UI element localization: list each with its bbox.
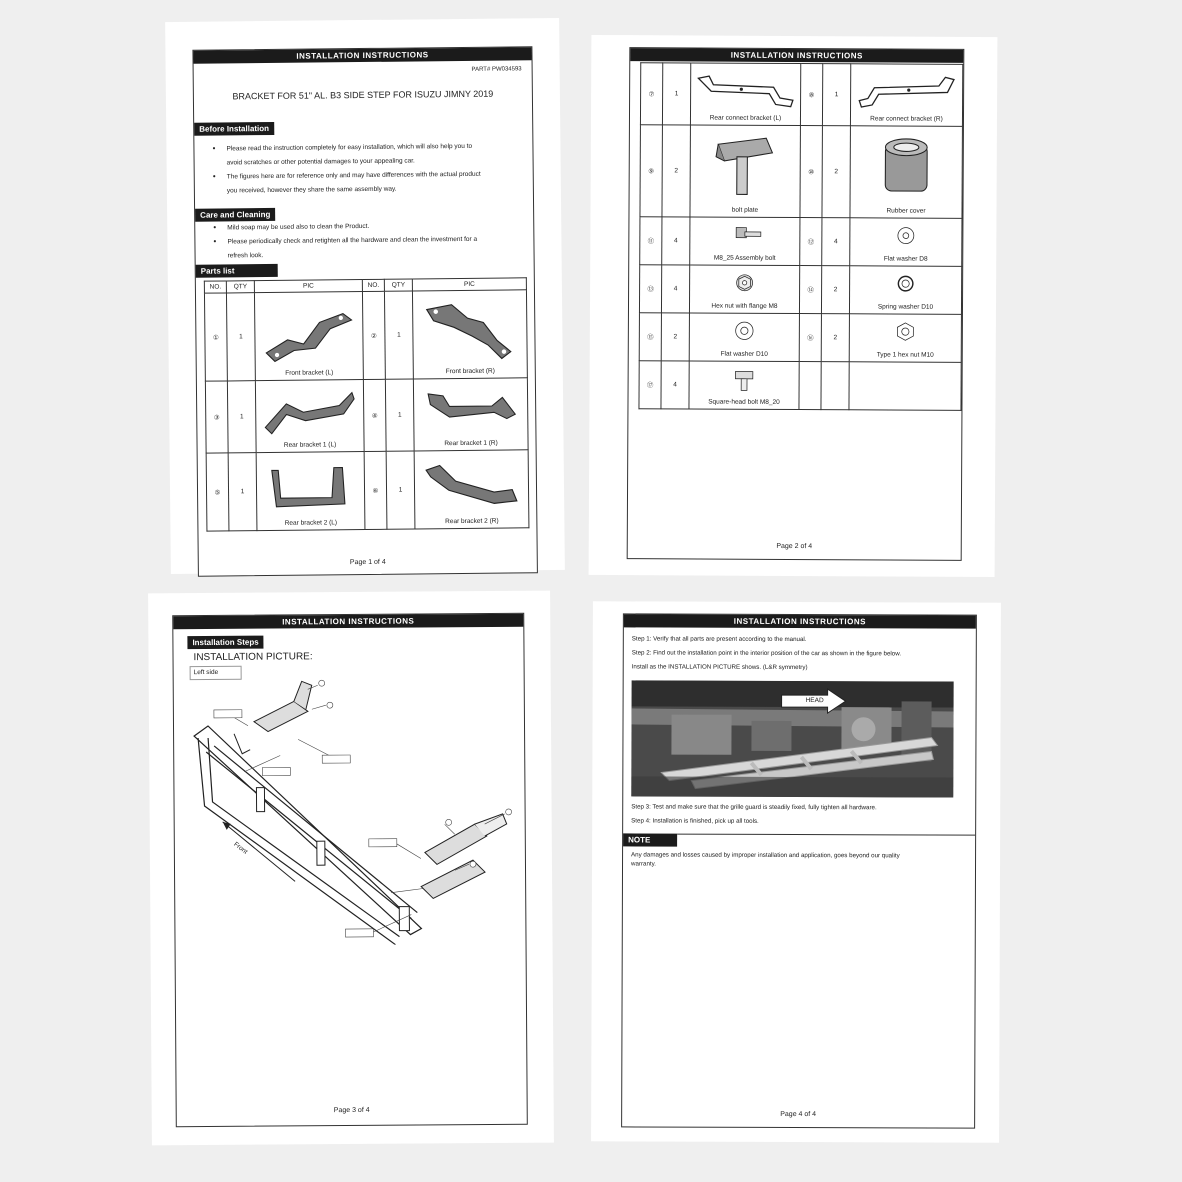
part-picture-cell: [689, 361, 799, 410]
part-name: Rubber cover: [886, 207, 926, 215]
front-bracket-r-icon: [413, 294, 527, 364]
part-qty-cell: 2: [822, 126, 850, 218]
installation-picture-title: INSTALLATION PICTURE:: [193, 651, 313, 664]
page-1-frame: [192, 46, 537, 577]
table-row: [639, 361, 961, 411]
part-number-cell: ⑪: [640, 217, 662, 265]
col-header-no: NO.: [204, 281, 226, 293]
care-cleaning-heading: Care and Cleaning: [195, 208, 275, 222]
part-number-cell: ⑩: [800, 126, 822, 218]
part-picture-cell: [689, 265, 799, 314]
care-item-2: ● Please periodically check and retighten all the hardware and clean the investment for a: [227, 233, 477, 249]
step-2: Step 2: Find out the installation point in the interior position of the car as shown in the figure below.: [631, 649, 902, 658]
col-header-pic: PIC: [254, 280, 362, 293]
part-picture-cell: [413, 378, 528, 451]
col-header-qty: QTY: [226, 281, 254, 293]
step-2-continued: Install as the INSTALLATION PICTURE shows. (L&R symmetry): [631, 663, 808, 672]
page-2-footer: Page 2 of 4: [776, 542, 813, 551]
part-number-cell: ⑭: [799, 266, 821, 314]
part-qty-cell: 1: [227, 381, 256, 453]
part-number-cell: ⑬: [639, 265, 661, 313]
part-picture-cell: [690, 63, 800, 126]
page-3-sheet: [148, 591, 554, 1146]
page-1-header: INSTALLATION INSTRUCTIONS: [193, 47, 531, 64]
table-row: [205, 378, 528, 453]
care-item-2-cont: refresh look.: [227, 252, 264, 260]
rubber-cover-icon: [851, 130, 962, 204]
part-name: Front bracket (L): [285, 369, 334, 377]
rear-bracket-1-r-icon: [414, 382, 528, 436]
square-head-bolt-icon: [690, 365, 799, 395]
hex-nut-flange-icon: [690, 269, 799, 299]
part-qty-cell: 2: [661, 313, 689, 361]
part-number-cell: ⑥: [364, 451, 387, 529]
part-name: Rear connect bracket (L): [709, 114, 782, 122]
part-name: Rear bracket 2 (R): [445, 517, 499, 526]
page-3-footer: Page 3 of 4: [333, 1106, 370, 1115]
part-qty-cell: 2: [821, 314, 849, 362]
note-heading: NOTE: [623, 833, 677, 846]
front-direction-label: Front: [232, 840, 249, 856]
part-qty-cell: 1: [386, 451, 415, 529]
part-name: bolt plate: [731, 206, 759, 214]
part-qty-cell: 1: [228, 453, 257, 531]
part-qty-cell: 2: [821, 266, 849, 314]
part-picture-cell: [690, 217, 800, 266]
note-divider: [677, 834, 975, 836]
flat-washer-d10-icon: [690, 317, 799, 347]
part-name: Flat washer D8: [883, 255, 928, 263]
part-number-cell: ⑰: [639, 361, 661, 409]
part-number-cell: ⑧: [800, 64, 822, 126]
part-picture-cell: [850, 64, 962, 127]
installation-steps-heading: Installation Steps: [187, 636, 263, 650]
empty-cell: [849, 362, 961, 411]
step-3: Step 3: Test and make sure that the grille guard is steadily fixed, fully tighten all hardware.: [631, 803, 877, 812]
vehicle-underside-image: [631, 680, 953, 797]
part-qty-cell: 1: [226, 293, 255, 381]
note-text-line-2: warranty.: [631, 860, 657, 868]
table-row: [639, 313, 961, 363]
page-3-header: INSTALLATION INSTRUCTIONS: [173, 614, 523, 629]
part-name: Rear connect bracket (R): [870, 115, 943, 123]
document-title: BRACKET FOR 51" AL. B3 SIDE STEP FOR ISUZU JIMNY 2019: [232, 88, 494, 102]
rear-connect-bracket-r-icon: [851, 68, 962, 112]
part-name: Hex nut with flange M8: [711, 302, 778, 310]
part-name: Rear bracket 1 (L): [283, 441, 337, 449]
head-arrow-label: HEAD: [805, 697, 824, 705]
page-4-sheet: [591, 601, 1001, 1142]
rear-bracket-1-l-icon: [256, 384, 364, 438]
flat-washer-d8-icon: [850, 222, 961, 252]
part-name: Front bracket (R): [445, 367, 495, 376]
part-picture-cell: [690, 125, 800, 218]
page-4-footer: Page 4 of 4: [780, 1110, 817, 1119]
part-name: Square-head bolt M8_20: [708, 398, 780, 406]
page-2-frame: [627, 47, 965, 561]
page-1-sheet: [165, 18, 565, 574]
front-bracket-l-icon: [255, 296, 363, 366]
part-qty-cell: 4: [661, 265, 689, 313]
before-installation-heading: Before Installation: [194, 122, 274, 136]
before-item-1-cont: avoid scratches or other potential damages to your appealing car.: [226, 157, 415, 167]
page-4-header: INSTALLATION INSTRUCTIONS: [624, 614, 976, 628]
bolt-plate-icon: [691, 129, 800, 203]
part-picture-cell: [849, 266, 961, 315]
part-number-cell: ⑤: [206, 453, 229, 531]
col-header-pic-2: PIC: [412, 278, 526, 291]
part-name: Flat washer D10: [720, 350, 768, 358]
rear-bracket-2-r-icon: [415, 454, 529, 514]
part-qty-cell: 2: [662, 125, 690, 217]
table-row: [639, 265, 961, 315]
part-picture-cell: [255, 380, 364, 453]
before-item-1: ● Please read the instruction completely for easy installation, which will also help you to: [226, 140, 472, 156]
table-row: [204, 290, 527, 381]
part-qty-cell: 1: [662, 63, 690, 125]
parts-table-page-2: [638, 62, 963, 411]
part-picture-cell: [256, 452, 365, 531]
part-picture-cell: [689, 313, 799, 362]
assembly-bolt-icon: [690, 221, 799, 251]
part-qty-cell: 4: [662, 217, 690, 265]
part-number-cell: ⑯: [799, 314, 821, 362]
rear-connect-bracket-l-icon: [691, 67, 800, 111]
part-number-cell: ③: [205, 381, 228, 453]
part-name: Rear bracket 1 (R): [444, 439, 498, 448]
part-number-cell: ⑦: [640, 63, 662, 125]
spring-washer-icon: [850, 270, 961, 300]
page-2-header: INSTALLATION INSTRUCTIONS: [630, 48, 963, 63]
part-qty-cell: 4: [822, 218, 850, 266]
part-number-cell: ①: [204, 293, 227, 381]
col-header-no-2: NO.: [362, 279, 384, 291]
part-picture-cell: [850, 126, 962, 219]
part-qty-cell: 1: [384, 291, 413, 379]
table-row: [640, 63, 962, 127]
part-name: Spring washer D10: [877, 303, 934, 311]
part-qty-cell: 4: [661, 361, 689, 409]
part-picture-cell: [414, 450, 529, 529]
left-side-label: Left side: [190, 666, 242, 680]
step-4: Step 4: Installation is finished, pick up all tools.: [631, 817, 759, 825]
hex-nut-m10-icon: [850, 318, 961, 348]
step-1: Step 1: Verify that all parts are present according to the manual.: [631, 635, 807, 644]
parts-table-page-1: [204, 277, 530, 531]
parts-list-heading: Parts list: [196, 264, 278, 278]
part-name: Type 1 hex nut M10: [876, 351, 934, 359]
page-4-frame: [621, 613, 977, 1128]
before-item-2-cont: you received, however they share the same assembly way.: [226, 185, 397, 195]
part-picture-cell: [849, 314, 961, 363]
part-number-cell: ②: [362, 291, 385, 379]
part-number-cell: ④: [363, 379, 386, 451]
part-name: M8_25 Assembly bolt: [713, 254, 776, 262]
care-item-1: ● Mild soap may be used also to clean the Product.: [227, 220, 369, 234]
table-row: [640, 217, 962, 267]
part-picture-cell: [850, 218, 962, 267]
part-qty-cell: 1: [385, 379, 414, 451]
empty-cell: [821, 362, 849, 410]
part-picture-cell: [412, 290, 527, 379]
rear-bracket-2-l-icon: [257, 456, 365, 516]
page-1-footer: Page 1 of 4: [349, 558, 386, 567]
part-picture-cell: [254, 292, 363, 381]
page-2-sheet: [589, 35, 998, 577]
part-name: Rear bracket 2 (L): [284, 519, 338, 527]
before-item-2: ● The figures here are for reference only and may have differences with the actual product: [227, 168, 481, 184]
installation-photo: [631, 680, 953, 797]
part-number-cell: ⑨: [640, 125, 662, 217]
part-number: PART# PW034593: [471, 66, 522, 73]
note-text-line-1: Any damages and losses caused by improper installation and application, goes beyond our quality: [631, 851, 900, 860]
empty-cell: [799, 362, 821, 410]
table-row: [206, 450, 529, 531]
part-number-cell: ⑫: [800, 218, 822, 266]
page-3-frame: [172, 613, 528, 1127]
part-number-cell: ⑮: [639, 313, 661, 361]
part-qty-cell: 1: [822, 64, 850, 126]
col-header-qty-2: QTY: [384, 279, 412, 291]
installation-diagram: [184, 674, 516, 946]
table-row: [640, 125, 962, 219]
